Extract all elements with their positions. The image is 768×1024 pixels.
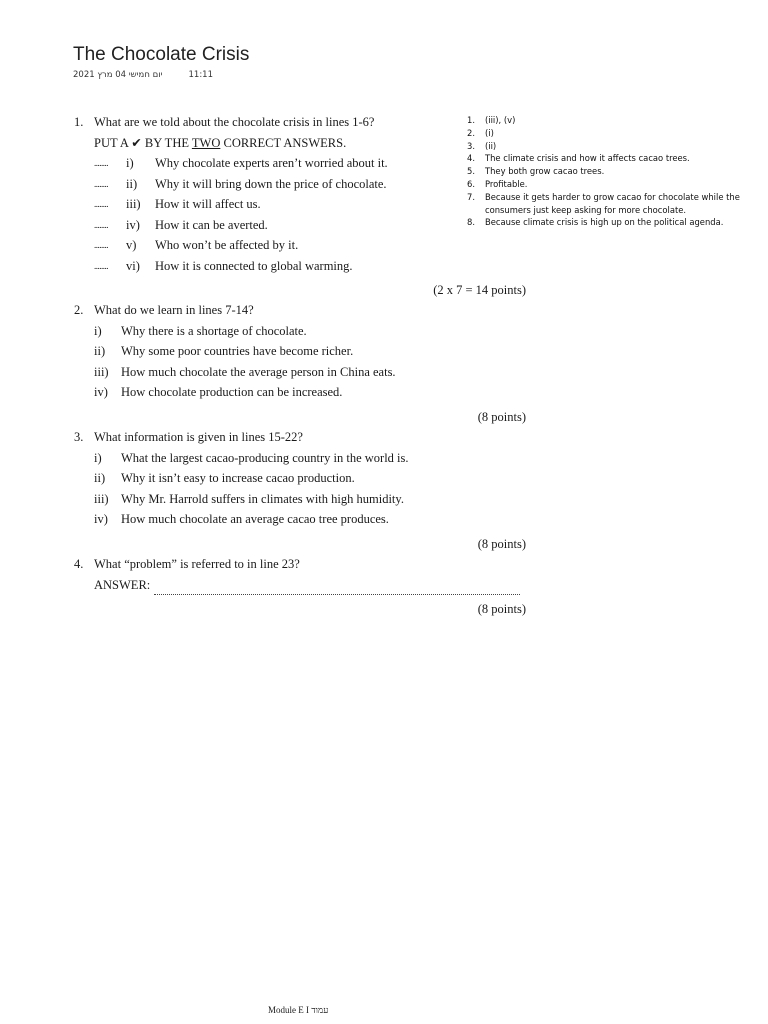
answer-key-item [467, 165, 767, 178]
option-row [74, 509, 526, 530]
page-title: The Chocolate Crisis [73, 44, 250, 65]
answer-label: ANSWER: [94, 577, 151, 592]
answer-key-text: Profitable. [485, 178, 528, 189]
option-row[interactable] [74, 235, 526, 256]
option-text: How it is connected to global warming. [155, 258, 353, 273]
option-numeral: iii) [94, 364, 109, 379]
option-numeral: iv) [94, 512, 108, 526]
answer-key-text: (ii) [485, 140, 497, 151]
option-row [74, 489, 526, 510]
instruction-post: CORRECT ANSWERS. [220, 135, 347, 150]
option-row[interactable] [74, 153, 526, 174]
option-text: How it will affect us. [155, 197, 261, 211]
option-row[interactable] [74, 215, 526, 236]
option-row [74, 321, 526, 342]
option-text: Who won’t be affected by it. [155, 238, 299, 252]
instruction-underline: TWO [191, 135, 221, 150]
answer-key-item [467, 114, 767, 127]
question-text: What do we learn in lines 7-14? [94, 303, 254, 317]
option-text: Why it will bring down the price of chocolate. [155, 176, 387, 191]
page-date: יום חמישי 04 מרץ 2021 [73, 70, 163, 80]
option-text: Why some poor countries have become richer. [121, 344, 354, 358]
option-text: How much chocolate the average person in China eats. [121, 364, 396, 379]
answer-key-number: 3. [467, 140, 475, 151]
question-3 [74, 427, 526, 554]
page-meta [73, 70, 213, 80]
question-number: 2. [74, 303, 84, 317]
option-text: Why it isn’t easy to increase cacao production. [121, 471, 355, 485]
option-numeral: i) [94, 450, 102, 465]
option-row [74, 448, 526, 469]
question-2 [74, 300, 526, 427]
question-number: 1. [74, 115, 84, 129]
page-footer: Module E I עמוד [268, 1005, 329, 1015]
question-points: (8 points) [477, 409, 526, 424]
question-text: What information is given in lines 15-22? [94, 430, 303, 444]
option-text: Why chocolate experts aren’t worried about it. [155, 156, 388, 170]
question-text: What are we told about the chocolate crisis in lines 1-6? [94, 115, 375, 129]
option-row[interactable] [74, 174, 526, 195]
option-numeral: i) [94, 323, 102, 338]
option-text: How it can be averted. [155, 217, 268, 232]
question-4 [74, 554, 526, 620]
option-text: What the largest cacao-producing country in the world is. [121, 450, 409, 465]
question-points: (8 points) [477, 536, 526, 551]
option-numeral: v) [126, 238, 137, 252]
answer-key-text: (i) [485, 127, 494, 138]
answer-key-number: 1. [467, 115, 475, 125]
answer-key-list [467, 114, 767, 229]
answer-key-text: Because climate crisis is high up on the political agenda. [485, 217, 724, 228]
option-blank[interactable]: ........ [94, 219, 108, 230]
answer-key-text: Because it gets harder to grow cacao for chocolate while the consumers just keep asking for more chocolate. [485, 191, 740, 215]
instruction-pre: PUT A ✔ BY THE [94, 135, 192, 150]
answer-key-number: 5. [467, 166, 475, 177]
answer-key-item [467, 191, 767, 217]
option-row [74, 362, 526, 383]
option-blank[interactable]: ........ [94, 260, 108, 271]
answer-key-item [467, 216, 767, 229]
answer-key-text: They both grow cacao trees. [485, 166, 605, 177]
answer-key-item [467, 178, 767, 191]
option-text: Why there is a shortage of chocolate. [121, 323, 307, 338]
option-numeral: iii) [126, 197, 141, 211]
answer-key-item [467, 140, 767, 153]
option-row[interactable] [74, 194, 526, 215]
answer-key-number: 4. [467, 153, 475, 164]
answer-key-text: The climate crisis and how it affects cacao trees. [485, 153, 690, 164]
question-instruction [74, 133, 526, 154]
option-text: Why Mr. Harrold suffers in climates with high humidity. [121, 491, 404, 506]
option-numeral: iii) [94, 491, 109, 506]
question-points: (8 points) [477, 602, 526, 616]
option-blank[interactable]: ........ [94, 178, 108, 189]
answer-key-number: 7. [467, 191, 475, 202]
option-numeral: iv) [94, 385, 108, 399]
option-numeral: iv) [126, 217, 140, 232]
answer-key-item [467, 152, 767, 165]
page-time: 11:11 [188, 70, 213, 80]
option-row [74, 341, 526, 362]
option-blank[interactable]: ........ [94, 240, 108, 250]
answer-key-item [467, 127, 767, 140]
option-numeral: ii) [94, 471, 106, 485]
answer-blank-line[interactable] [154, 581, 520, 595]
option-text: How chocolate production can be increased. [121, 385, 343, 399]
option-numeral: vi) [126, 258, 140, 273]
answer-key-number: 6. [467, 178, 475, 189]
option-numeral: ii) [94, 344, 106, 358]
option-numeral: i) [126, 156, 134, 170]
option-row [74, 382, 526, 403]
option-numeral: ii) [126, 176, 138, 191]
option-blank[interactable]: ........ [94, 158, 108, 168]
question-points: (2 x 7 = 14 points) [433, 283, 526, 297]
option-text: How much chocolate an average cacao tree produces. [121, 512, 389, 526]
question-1 [74, 112, 526, 301]
answer-field[interactable] [74, 575, 526, 596]
option-row[interactable] [74, 256, 526, 277]
answer-key-text: (iii), (v) [485, 115, 516, 125]
question-number: 3. [74, 430, 84, 444]
option-blank[interactable]: ........ [94, 199, 108, 209]
question-number: 4. [74, 557, 84, 571]
answer-key-number: 8. [467, 217, 475, 228]
option-row [74, 468, 526, 489]
answer-key-number: 2. [467, 127, 475, 138]
question-text: What “problem” is referred to in line 23? [94, 557, 300, 571]
